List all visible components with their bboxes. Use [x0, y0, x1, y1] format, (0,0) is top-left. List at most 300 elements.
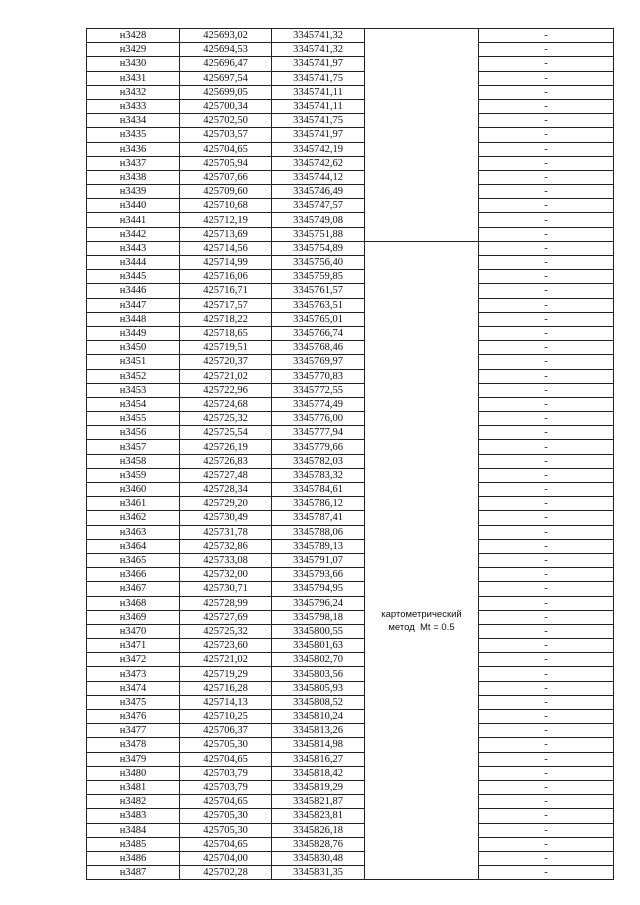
point-id-cell: н3440 — [87, 199, 180, 213]
y-coordinate-cell: 3345741,32 — [272, 29, 365, 43]
table-row — [87, 866, 614, 880]
point-id-cell: н3429 — [87, 43, 180, 57]
y-coordinate-cell: 3345765,01 — [272, 312, 365, 326]
description-cell: - — [479, 525, 614, 539]
x-coordinate-cell: 425725,32 — [180, 624, 272, 638]
x-coordinate-cell: 425704,00 — [180, 851, 272, 865]
x-coordinate-cell: 425730,49 — [180, 511, 272, 525]
table-row — [87, 369, 614, 383]
table-row — [87, 752, 614, 766]
point-id-cell: н3456 — [87, 426, 180, 440]
x-coordinate-cell: 425705,30 — [180, 823, 272, 837]
y-coordinate-cell: 3345769,97 — [272, 355, 365, 369]
y-coordinate-cell: 3345741,32 — [272, 43, 365, 57]
point-id-cell: н3483 — [87, 809, 180, 823]
point-id-cell: н3443 — [87, 241, 180, 255]
point-id-cell: н3450 — [87, 341, 180, 355]
table-row — [87, 440, 614, 454]
table-row — [87, 156, 614, 170]
x-coordinate-cell: 425726,19 — [180, 440, 272, 454]
point-id-cell: н3439 — [87, 185, 180, 199]
x-coordinate-cell: 425719,51 — [180, 341, 272, 355]
point-id-cell: н3478 — [87, 738, 180, 752]
y-coordinate-cell: 3345768,46 — [272, 341, 365, 355]
point-id-cell: н3480 — [87, 766, 180, 780]
y-coordinate-cell: 3345831,35 — [272, 866, 365, 880]
table-row — [87, 468, 614, 482]
table-row — [87, 624, 614, 638]
x-coordinate-cell: 425702,28 — [180, 866, 272, 880]
coordinates-sheet — [86, 28, 608, 880]
description-cell: - — [479, 142, 614, 156]
table-row — [87, 653, 614, 667]
x-coordinate-cell: 425727,69 — [180, 610, 272, 624]
table-row — [87, 426, 614, 440]
x-coordinate-cell: 425724,68 — [180, 397, 272, 411]
point-id-cell: н3473 — [87, 667, 180, 681]
method-note-line-1: картометрический — [381, 608, 462, 620]
y-coordinate-cell: 3345830,48 — [272, 851, 365, 865]
y-coordinate-cell: 3345779,66 — [272, 440, 365, 454]
table-row — [87, 312, 614, 326]
y-coordinate-cell: 3345742,62 — [272, 156, 365, 170]
point-id-cell: н3442 — [87, 227, 180, 241]
description-cell: - — [479, 440, 614, 454]
table-row — [87, 809, 614, 823]
point-id-cell: н3451 — [87, 355, 180, 369]
x-coordinate-cell: 425727,48 — [180, 468, 272, 482]
y-coordinate-cell: 3345828,76 — [272, 837, 365, 851]
description-cell: - — [479, 341, 614, 355]
description-cell: - — [479, 170, 614, 184]
description-cell: - — [479, 326, 614, 340]
description-cell: - — [479, 724, 614, 738]
x-coordinate-cell: 425718,22 — [180, 312, 272, 326]
point-id-cell: н3484 — [87, 823, 180, 837]
table-row — [87, 256, 614, 270]
description-cell: - — [479, 695, 614, 709]
x-coordinate-cell: 425714,13 — [180, 695, 272, 709]
description-cell: - — [479, 511, 614, 525]
table-row — [87, 284, 614, 298]
point-id-cell: н3453 — [87, 383, 180, 397]
point-id-cell: н3470 — [87, 624, 180, 638]
y-coordinate-cell: 3345789,13 — [272, 539, 365, 553]
table-row — [87, 483, 614, 497]
point-id-cell: н3434 — [87, 114, 180, 128]
x-coordinate-cell: 425728,34 — [180, 483, 272, 497]
point-id-cell: н3463 — [87, 525, 180, 539]
y-coordinate-cell: 3345782,03 — [272, 454, 365, 468]
x-coordinate-cell: 425723,60 — [180, 639, 272, 653]
description-cell: - — [479, 681, 614, 695]
point-id-cell: н3476 — [87, 710, 180, 724]
table-row — [87, 695, 614, 709]
method-note-cell — [365, 241, 479, 879]
x-coordinate-cell: 425704,65 — [180, 837, 272, 851]
description-cell: - — [479, 639, 614, 653]
coordinates-table — [86, 28, 614, 880]
y-coordinate-cell: 3345793,66 — [272, 568, 365, 582]
description-cell: - — [479, 837, 614, 851]
point-id-cell: н3459 — [87, 468, 180, 482]
x-coordinate-cell: 425716,06 — [180, 270, 272, 284]
description-cell: - — [479, 85, 614, 99]
description-cell: - — [479, 284, 614, 298]
table-row — [87, 213, 614, 227]
y-coordinate-cell: 3345763,51 — [272, 298, 365, 312]
description-cell: - — [479, 355, 614, 369]
table-row — [87, 199, 614, 213]
point-id-cell: н3471 — [87, 639, 180, 653]
x-coordinate-cell: 425720,37 — [180, 355, 272, 369]
table-row — [87, 823, 614, 837]
point-id-cell: н3455 — [87, 412, 180, 426]
point-id-cell: н3468 — [87, 596, 180, 610]
point-id-cell: н3435 — [87, 128, 180, 142]
description-cell: - — [479, 780, 614, 794]
x-coordinate-cell: 425712,19 — [180, 213, 272, 227]
point-id-cell: н3441 — [87, 213, 180, 227]
x-coordinate-cell: 425716,28 — [180, 681, 272, 695]
method-cell-empty — [365, 29, 479, 242]
x-coordinate-cell: 425731,78 — [180, 525, 272, 539]
y-coordinate-cell: 3345759,85 — [272, 270, 365, 284]
table-row — [87, 681, 614, 695]
table-row — [87, 596, 614, 610]
y-coordinate-cell: 3345751,88 — [272, 227, 365, 241]
description-cell: - — [479, 199, 614, 213]
x-coordinate-cell: 425705,30 — [180, 809, 272, 823]
table-row — [87, 710, 614, 724]
table-row — [87, 667, 614, 681]
description-cell: - — [479, 610, 614, 624]
y-coordinate-cell: 3345774,49 — [272, 397, 365, 411]
table-row — [87, 43, 614, 57]
point-id-cell: н3486 — [87, 851, 180, 865]
point-id-cell: н3428 — [87, 29, 180, 43]
description-cell: - — [479, 227, 614, 241]
point-id-cell: н3452 — [87, 369, 180, 383]
point-id-cell: н3479 — [87, 752, 180, 766]
x-coordinate-cell: 425716,71 — [180, 284, 272, 298]
table-row — [87, 355, 614, 369]
description-cell: - — [479, 809, 614, 823]
y-coordinate-cell: 3345813,26 — [272, 724, 365, 738]
point-id-cell: н3446 — [87, 284, 180, 298]
table-row — [87, 326, 614, 340]
y-coordinate-cell: 3345803,56 — [272, 667, 365, 681]
table-row — [87, 412, 614, 426]
y-coordinate-cell: 3345819,29 — [272, 780, 365, 794]
point-id-cell: н3481 — [87, 780, 180, 794]
x-coordinate-cell: 425694,53 — [180, 43, 272, 57]
point-id-cell: н3432 — [87, 85, 180, 99]
x-coordinate-cell: 425732,86 — [180, 539, 272, 553]
point-id-cell: н3437 — [87, 156, 180, 170]
point-id-cell: н3469 — [87, 610, 180, 624]
table-row — [87, 525, 614, 539]
description-cell: - — [479, 483, 614, 497]
point-id-cell: н3430 — [87, 57, 180, 71]
x-coordinate-cell: 425719,29 — [180, 667, 272, 681]
description-cell: - — [479, 795, 614, 809]
y-coordinate-cell: 3345747,57 — [272, 199, 365, 213]
description-cell: - — [479, 823, 614, 837]
description-cell: - — [479, 667, 614, 681]
description-cell: - — [479, 752, 614, 766]
x-coordinate-cell: 425699,05 — [180, 85, 272, 99]
point-id-cell: н3460 — [87, 483, 180, 497]
table-row — [87, 851, 614, 865]
method-note-line-2: метод Mt = 0.5 — [388, 621, 455, 633]
table-row — [87, 511, 614, 525]
x-coordinate-cell: 425707,66 — [180, 170, 272, 184]
description-cell: - — [479, 397, 614, 411]
table-row — [87, 99, 614, 113]
point-id-cell: н3487 — [87, 866, 180, 880]
table-row — [87, 639, 614, 653]
description-cell: - — [479, 114, 614, 128]
y-coordinate-cell: 3345741,11 — [272, 99, 365, 113]
coordinates-table-body — [87, 29, 614, 880]
x-coordinate-cell: 425721,02 — [180, 653, 272, 667]
description-cell: - — [479, 738, 614, 752]
point-id-cell: н3449 — [87, 326, 180, 340]
table-row — [87, 241, 614, 255]
y-coordinate-cell: 3345744,12 — [272, 170, 365, 184]
y-coordinate-cell: 3345766,74 — [272, 326, 365, 340]
y-coordinate-cell: 3345823,81 — [272, 809, 365, 823]
y-coordinate-cell: 3345814,98 — [272, 738, 365, 752]
x-coordinate-cell: 425709,60 — [180, 185, 272, 199]
table-row — [87, 270, 614, 284]
x-coordinate-cell: 425700,34 — [180, 99, 272, 113]
description-cell: - — [479, 99, 614, 113]
y-coordinate-cell: 3345742,19 — [272, 142, 365, 156]
table-row — [87, 724, 614, 738]
y-coordinate-cell: 3345777,94 — [272, 426, 365, 440]
point-id-cell: н3464 — [87, 539, 180, 553]
description-cell: - — [479, 596, 614, 610]
point-id-cell: н3462 — [87, 511, 180, 525]
point-id-cell: н3466 — [87, 568, 180, 582]
point-id-cell: н3472 — [87, 653, 180, 667]
point-id-cell: н3447 — [87, 298, 180, 312]
y-coordinate-cell: 3345741,75 — [272, 71, 365, 85]
description-cell: - — [479, 312, 614, 326]
description-cell: - — [479, 766, 614, 780]
table-row — [87, 128, 614, 142]
description-cell: - — [479, 71, 614, 85]
x-coordinate-cell: 425732,00 — [180, 568, 272, 582]
point-id-cell: н3454 — [87, 397, 180, 411]
description-cell: - — [479, 270, 614, 284]
x-coordinate-cell: 425696,47 — [180, 57, 272, 71]
point-id-cell: н3457 — [87, 440, 180, 454]
x-coordinate-cell: 425714,56 — [180, 241, 272, 255]
table-row — [87, 582, 614, 596]
y-coordinate-cell: 3345818,42 — [272, 766, 365, 780]
table-row — [87, 553, 614, 567]
description-cell: - — [479, 128, 614, 142]
point-id-cell: н3482 — [87, 795, 180, 809]
table-row — [87, 766, 614, 780]
table-row — [87, 185, 614, 199]
table-row — [87, 227, 614, 241]
table-row — [87, 454, 614, 468]
y-coordinate-cell: 3345749,08 — [272, 213, 365, 227]
x-coordinate-cell: 425728,99 — [180, 596, 272, 610]
table-row — [87, 539, 614, 553]
point-id-cell: н3433 — [87, 99, 180, 113]
x-coordinate-cell: 425697,54 — [180, 71, 272, 85]
description-cell: - — [479, 213, 614, 227]
y-coordinate-cell: 3345794,95 — [272, 582, 365, 596]
x-coordinate-cell: 425705,94 — [180, 156, 272, 170]
description-cell: - — [479, 710, 614, 724]
point-id-cell: н3458 — [87, 454, 180, 468]
description-cell: - — [479, 582, 614, 596]
point-id-cell: н3436 — [87, 142, 180, 156]
y-coordinate-cell: 3345805,93 — [272, 681, 365, 695]
table-row — [87, 29, 614, 43]
x-coordinate-cell: 425710,68 — [180, 199, 272, 213]
y-coordinate-cell: 3345741,97 — [272, 128, 365, 142]
point-id-cell: н3431 — [87, 71, 180, 85]
y-coordinate-cell: 3345741,11 — [272, 85, 365, 99]
table-row — [87, 497, 614, 511]
description-cell: - — [479, 298, 614, 312]
y-coordinate-cell: 3345770,83 — [272, 369, 365, 383]
x-coordinate-cell: 425703,57 — [180, 128, 272, 142]
y-coordinate-cell: 3345800,55 — [272, 624, 365, 638]
description-cell: - — [479, 156, 614, 170]
x-coordinate-cell: 425714,99 — [180, 256, 272, 270]
y-coordinate-cell: 3345788,06 — [272, 525, 365, 539]
description-cell: - — [479, 653, 614, 667]
y-coordinate-cell: 3345741,97 — [272, 57, 365, 71]
x-coordinate-cell: 425704,65 — [180, 795, 272, 809]
x-coordinate-cell: 425725,54 — [180, 426, 272, 440]
y-coordinate-cell: 3345784,61 — [272, 483, 365, 497]
point-id-cell: н3438 — [87, 170, 180, 184]
x-coordinate-cell: 425733,08 — [180, 553, 272, 567]
x-coordinate-cell: 425704,65 — [180, 752, 272, 766]
x-coordinate-cell: 425713,69 — [180, 227, 272, 241]
x-coordinate-cell: 425710,25 — [180, 710, 272, 724]
y-coordinate-cell: 3345808,52 — [272, 695, 365, 709]
description-cell: - — [479, 29, 614, 43]
point-id-cell: н3474 — [87, 681, 180, 695]
table-row — [87, 738, 614, 752]
table-row — [87, 71, 614, 85]
table-row — [87, 837, 614, 851]
y-coordinate-cell: 3345783,32 — [272, 468, 365, 482]
y-coordinate-cell: 3345761,57 — [272, 284, 365, 298]
y-coordinate-cell: 3345772,55 — [272, 383, 365, 397]
x-coordinate-cell: 425729,20 — [180, 497, 272, 511]
y-coordinate-cell: 3345798,18 — [272, 610, 365, 624]
x-coordinate-cell: 425725,32 — [180, 412, 272, 426]
description-cell: - — [479, 624, 614, 638]
table-row — [87, 114, 614, 128]
y-coordinate-cell: 3345756,40 — [272, 256, 365, 270]
x-coordinate-cell: 425703,79 — [180, 780, 272, 794]
description-cell: - — [479, 241, 614, 255]
y-coordinate-cell: 3345816,27 — [272, 752, 365, 766]
point-id-cell: н3465 — [87, 553, 180, 567]
y-coordinate-cell: 3345791,07 — [272, 553, 365, 567]
point-id-cell: н3477 — [87, 724, 180, 738]
x-coordinate-cell: 425706,37 — [180, 724, 272, 738]
table-row — [87, 85, 614, 99]
table-row — [87, 780, 614, 794]
y-coordinate-cell: 3345821,87 — [272, 795, 365, 809]
description-cell: - — [479, 851, 614, 865]
table-row — [87, 57, 614, 71]
point-id-cell: н3485 — [87, 837, 180, 851]
table-row — [87, 142, 614, 156]
point-id-cell: н3448 — [87, 312, 180, 326]
point-id-cell: н3467 — [87, 582, 180, 596]
y-coordinate-cell: 3345826,18 — [272, 823, 365, 837]
description-cell: - — [479, 568, 614, 582]
description-cell: - — [479, 468, 614, 482]
y-coordinate-cell: 3345746,49 — [272, 185, 365, 199]
y-coordinate-cell: 3345802,70 — [272, 653, 365, 667]
point-id-cell: н3475 — [87, 695, 180, 709]
description-cell: - — [479, 454, 614, 468]
x-coordinate-cell: 425704,65 — [180, 142, 272, 156]
description-cell: - — [479, 426, 614, 440]
description-cell: - — [479, 256, 614, 270]
y-coordinate-cell: 3345754,89 — [272, 241, 365, 255]
description-cell: - — [479, 383, 614, 397]
x-coordinate-cell: 425693,02 — [180, 29, 272, 43]
description-cell: - — [479, 185, 614, 199]
y-coordinate-cell: 3345801,63 — [272, 639, 365, 653]
x-coordinate-cell: 425718,65 — [180, 326, 272, 340]
description-cell: - — [479, 43, 614, 57]
y-coordinate-cell: 3345796,24 — [272, 596, 365, 610]
description-cell: - — [479, 553, 614, 567]
point-id-cell: н3445 — [87, 270, 180, 284]
y-coordinate-cell: 3345787,41 — [272, 511, 365, 525]
description-cell: - — [479, 866, 614, 880]
point-id-cell: н3461 — [87, 497, 180, 511]
x-coordinate-cell: 425722,96 — [180, 383, 272, 397]
description-cell: - — [479, 497, 614, 511]
table-row — [87, 795, 614, 809]
x-coordinate-cell: 425730,71 — [180, 582, 272, 596]
table-row — [87, 298, 614, 312]
point-id-cell: н3444 — [87, 256, 180, 270]
table-row — [87, 610, 614, 624]
y-coordinate-cell: 3345776,00 — [272, 412, 365, 426]
description-cell: - — [479, 369, 614, 383]
x-coordinate-cell: 425726,83 — [180, 454, 272, 468]
x-coordinate-cell: 425702,50 — [180, 114, 272, 128]
table-row — [87, 568, 614, 582]
description-cell: - — [479, 57, 614, 71]
table-row — [87, 397, 614, 411]
x-coordinate-cell: 425705,30 — [180, 738, 272, 752]
y-coordinate-cell: 3345810,24 — [272, 710, 365, 724]
x-coordinate-cell: 425717,57 — [180, 298, 272, 312]
x-coordinate-cell: 425703,79 — [180, 766, 272, 780]
x-coordinate-cell: 425721,02 — [180, 369, 272, 383]
